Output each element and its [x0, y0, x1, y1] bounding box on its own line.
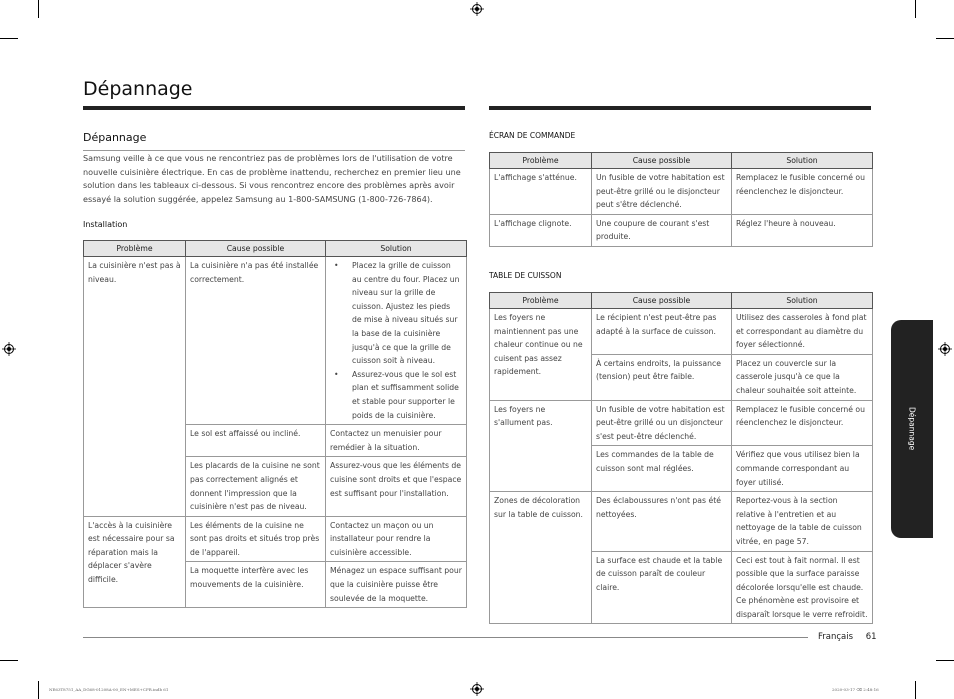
- print-meta-right: 2020-03-17 ⌫ 2:48:16: [832, 687, 879, 692]
- list-item: • Placez la grille de cuisson au centre du four. Placez un niveau sur la grille de cuisson. Ajustez les pieds de mise à niveau situés sur la base de la cuisinière jusqu'à ce que la grille de cuisson soit à niveau.: [352, 259, 462, 368]
- solution-cell: Remplacez le fusible concerné ou réenclenchez le disjoncteur.: [732, 169, 873, 215]
- table-cuisson-table: [489, 292, 873, 624]
- footer: [818, 632, 877, 642]
- solution-cell: Réglez l'heure à nouveau.: [732, 214, 873, 246]
- registration-mark-icon: [938, 342, 952, 356]
- solution-cell: Ceci est tout à fait normal. Il est possible que la surface paraisse décolorée lorsqu'elle est chaude. Ce phénomène est provisoire et disparaît lorsque le verre refroidit.: [732, 551, 873, 624]
- column-header: Cause possible: [592, 153, 732, 169]
- table-cuisson-heading: TABLE DE CUISSON: [489, 271, 562, 280]
- footer-rule: [83, 637, 808, 638]
- column-header: Problème: [490, 153, 592, 169]
- problem-cell: L'accès à la cuisinière est nécessaire pour sa réparation mais la déplacer s'avère difficile.: [84, 516, 186, 608]
- title-rule: [83, 106, 465, 110]
- page-number: 61: [865, 632, 877, 642]
- problem-cell: Zones de décoloration sur la table de cuisson.: [490, 492, 592, 624]
- solution-cell: Placez un couvercle sur la casserole jusqu'à ce que la chaleur souhaitée soit atteinte.: [732, 354, 873, 400]
- solution-cell: Utilisez des casseroles à fond plat et correspondant au diamètre du foyer sélectionné.: [732, 309, 873, 355]
- crop-mark: [0, 38, 18, 39]
- cause-cell: Les commandes de la table de cuisson sont mal réglées.: [592, 446, 732, 492]
- title-rule: [489, 106, 871, 110]
- column-header: Solution: [732, 293, 873, 309]
- solution-cell: Vérifiez que vous utilisez bien la commande correspondant au foyer utilisé.: [732, 446, 873, 492]
- problem-cell: Les foyers ne s'allument pas.: [490, 400, 592, 492]
- list-item: • Assurez-vous que le sol est plan et suffisamment solide et stable pour supporter le poids de la cuisinière.: [352, 368, 462, 422]
- intro-paragraph: Samsung veille à ce que vous ne rencontriez pas de problèmes lors de l'utilisation de votre nouvelle cuisinière électrique. En cas de problème inattendu, recherchez en premier lieu une solution dans les tableaux ci-dessous. Si vous rencontrez encore des problèmes après avoir essayé la solution suggérée, appelez Samsung au 1-800-SAMSUNG (1-800-726-7864).: [83, 153, 461, 204]
- cause-cell: Un fusible de votre habitation est peut-être grillé ou un disjoncteur s'est peut-être déclenché.: [592, 400, 732, 446]
- crop-mark: [38, 681, 39, 699]
- table-row: [84, 516, 467, 562]
- column-header: Problème: [490, 293, 592, 309]
- crop-mark: [915, 681, 916, 699]
- cause-cell: À certains endroits, la puissance (tension) peut être faible.: [592, 354, 732, 400]
- problem-cell: La cuisinière n'est pas à niveau.: [84, 257, 186, 517]
- problem-cell: L'affichage s'atténue.: [490, 169, 592, 215]
- cause-cell: Les éléments de la cuisine ne sont pas droits et situés trop près de l'appareil.: [186, 516, 326, 562]
- cause-cell: La moquette interfère avec les mouvements de la cuisinière.: [186, 562, 326, 608]
- cause-cell: Des éclaboussures n'ont pas été nettoyées.: [592, 492, 732, 551]
- problem-cell: Les foyers ne maintiennent pas une chaleur continue ou ne cuisent pas assez rapidement.: [490, 309, 592, 401]
- column-header: Solution: [732, 153, 873, 169]
- cause-cell: La surface est chaude et la table de cuisson paraît de couleur claire.: [592, 551, 732, 624]
- solution-cell: Assurez-vous que les éléments de cuisine sont droits et que l'espace est suffisant pour l'installation.: [326, 457, 467, 516]
- cause-cell: Le sol est affaissé ou incliné.: [186, 425, 326, 457]
- table-row: [490, 400, 873, 446]
- column-header: Problème: [84, 241, 186, 257]
- crop-mark: [936, 660, 954, 661]
- table-header-row: [84, 241, 467, 257]
- registration-mark-icon: [470, 682, 484, 696]
- solution-cell: Contactez un maçon ou un installateur pour rendre la cuisinière accessible.: [326, 516, 467, 562]
- column-header: Cause possible: [592, 293, 732, 309]
- table-row: [490, 169, 873, 215]
- table-header-row: [490, 153, 873, 169]
- cause-cell: Une coupure de courant s'est produite.: [592, 214, 732, 246]
- crop-mark: [936, 38, 954, 39]
- installation-table: [83, 240, 467, 608]
- print-meta-left: NE63T8751_AA_DG68-01208A-00_EN+MES+CFR.indb 61: [49, 687, 169, 692]
- page-title: Dépannage: [83, 78, 193, 100]
- cause-cell: Un fusible de votre habitation est peut-être grillé ou le disjoncteur peut s'être déclenché.: [592, 169, 732, 215]
- solution-cell: Reportez-vous à la section relative à l'entretien et au nettoyage de la table de cuisson vitrée, en page 57.: [732, 492, 873, 551]
- solution-cell: [326, 257, 467, 425]
- solution-cell: Ménagez un espace suffisant pour que la cuisinière puisse être soulevée de la moquette.: [326, 562, 467, 608]
- table-row: [490, 214, 873, 246]
- crop-mark: [38, 0, 39, 18]
- solution-cell: Remplacez le fusible concerné ou réenclenchez le disjoncteur.: [732, 400, 873, 446]
- registration-mark-icon: [470, 2, 484, 16]
- column-header: Cause possible: [186, 241, 326, 257]
- crop-mark: [0, 660, 18, 661]
- installation-heading: Installation: [83, 220, 128, 229]
- section-rule: [83, 150, 465, 151]
- column-header: Solution: [326, 241, 467, 257]
- table-row: [84, 257, 467, 425]
- section-heading: Dépannage: [83, 131, 147, 144]
- ecran-heading: ÉCRAN DE COMMANDE: [489, 131, 576, 140]
- ecran-table: [489, 152, 873, 247]
- table-row: [490, 492, 873, 551]
- solution-cell: Contactez un menuisier pour remédier à la situation.: [326, 425, 467, 457]
- chapter-side-tab-label: Dépannage: [907, 407, 917, 451]
- solution-list: [334, 259, 462, 422]
- problem-cell: L'affichage clignote.: [490, 214, 592, 246]
- cause-cell: La cuisinière n'a pas été installée correctement.: [186, 257, 326, 425]
- crop-mark: [915, 0, 916, 18]
- cause-cell: Les placards de la cuisine ne sont pas correctement alignés et donnent l'impression que la cuisinière n'est pas de niveau.: [186, 457, 326, 516]
- registration-mark-icon: [2, 342, 16, 356]
- table-header-row: [490, 293, 873, 309]
- footer-language: Français: [818, 632, 854, 642]
- cause-cell: Le récipient n'est peut-être pas adapté à la surface de cuisson.: [592, 309, 732, 355]
- table-row: [490, 309, 873, 355]
